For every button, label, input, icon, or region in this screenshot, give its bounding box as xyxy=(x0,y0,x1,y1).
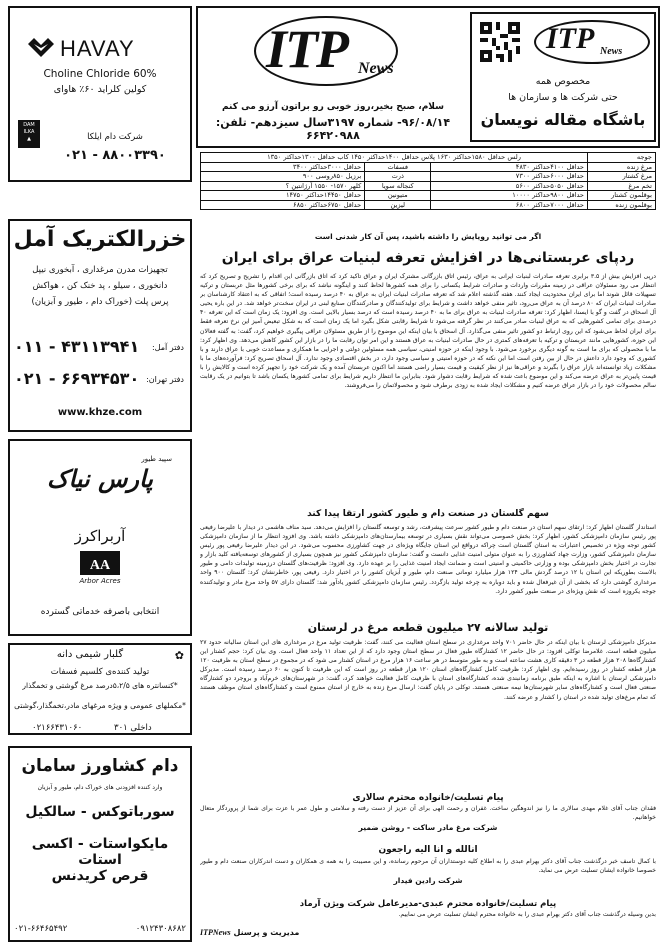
price-row xyxy=(201,172,656,182)
amol-office1-label: دفتر آمل: xyxy=(151,343,184,352)
slogan: سلام، صبح بخیر،روز خوبی رو براتون آرزو می کنم xyxy=(222,102,444,112)
price-value: حداقل ۷۰۰۰حداکثر ۶۸۰۰ xyxy=(431,200,588,210)
price-label: تخم مرغ xyxy=(588,181,656,191)
golbar-line3: *مکملهای عمومی و ویژه مرغهای مادر،تخمگذار،گوشتی xyxy=(14,701,186,710)
club-subtitle: حتی شرکت ها و سازمان ها xyxy=(508,92,618,103)
article-golestan xyxy=(200,508,656,618)
quote-note: اگر می توانید رویایش را داشته باشید، پس آن کار شدنی است xyxy=(314,232,542,241)
amol-office2-phone: ۰۲۱ - ۶۶۹۳۴۵۳۰ xyxy=(14,369,140,388)
masthead xyxy=(196,6,660,148)
golbar-phone: ۰۲۱۶۶۴۳۱۰۶۰ xyxy=(32,723,83,733)
article-lorestan xyxy=(200,620,656,788)
havay-logo-icon xyxy=(28,36,54,58)
condolence-body: فقدان جناب آقای غلام مهدی سالاری ما را نیز اندوهگین ساخت. غفران و رحمت الهی برای آن عزیز از دست رفته و سلامتی و طول عمر با عزت برای شما از پروردگار متعال خواهانیم. xyxy=(200,805,656,822)
ad-golbar-shimi[interactable] xyxy=(8,643,192,735)
price-row xyxy=(201,200,656,210)
itp-logo-news: News xyxy=(358,60,394,77)
price-row-chick xyxy=(201,153,656,163)
svg-text:AA: AA xyxy=(89,558,111,573)
parsniak-line1: آربراکرز xyxy=(74,527,126,545)
price-row xyxy=(201,191,656,201)
article-body: درپی افزایش بیش از ۳.۵ برابری تعرفه صادرات لبنیات ایرانی به عراق، رئیس اتاق بازرگانی مشترک ایران و عراق تاکید کرد که اتاق بازرگانی این اقدام را تشریح و تصریح کرد که انتظار می رود مسئولان عراقی در زمینه مقررات واردات و صادرات شرایط یکسانی را برای همه کشورها لحاظ کنند و اینگونه نباشد که برای برخی کشورها مثل عربستان و ترکیه تسهیلات قائل شوند اما برای ایران محدودیت ایجاد کنند. هفته گذشته اعلام شد که تعرفه صادرات لبنیات ایران به عراق به ۴۰ درصد رسیده است؛ اتفاقی که به اعتقاد کارشناسان بر صادرات لبنیات ایران که ۸۰ درصد آن به عراق می‌رود، تاثیر منفی خواهد داشت و شرایط برای تولیدکنندگان و صادرکنندگان صنایع لبنی در ایران سخت‌تر خواهد شد. در این باره یحیی آل اسحاق در گفت و گو با ایسنا، اظهار کرد: تعرفه صادرات لبنیات به عراق برای ما به ۴۰ درصد رسیده است که درصد بسیار بالایی است. وی افزود: یک زمان است که این تعرفه ۴۰ درصدی برای تمامی کشورهایی که به عراق لبنیات صادر می‌کنند در نظر گرفته می‌شود تا شرایط رقابتی شکل بگیرد اما یک زمان است که به شکل تبعیض آمیز این نرخ تعرفه فقط برای ایران لحاظ می‌شود که این روی ارتباط دو کشور تاثیر منفی می‌گذارد. آل اسحاق با بیان اینکه این موضوع را از طریق مسئولان عراقی پیگیری خواهیم کرد، گفت: به گفته فعالان این حوزه، کشورهایی مانند عربستان و ترکیه با تعرفه‌های کمتری در حال صادرات لبنیات به عراق هستند و این امر توان رقابت ما را در بازار این کشور کاهش می‌دهد. وی اظهار کرد: ما با محصولی که برای ما است به گونه دیگری برخورد می‌شود. با وجود اینکه در حوزه امنیتی، سیاسی همه مسئولین دولتی و اجرایی ما همکاری و مساعدت خوبی با عراق دارند و با کشوری که وجود دارد داعش در حال از بین رفتن است اما این نکته که در حوزه امنیتی و سیاسی وجود دارد، در بخش اقتصادی وجود ندارد. آل اسحاق تصریح کرد: فرآورده‌های ما با مشکلات زیاد توانسته‌اند بازار عراق را بگیرند و عراقی‌ها نیز از نظر کیفیت و قیمت بسیار راضی هستند اما اکنون عربستان آمده و یک شرکت خود را تجهیز کرده است و کالایش را با قیمت پایین‌تر به عراق عرضه می‌کند و این موضوع باعث شده که شرایط رقابت دشوار شود. بنابراین ما انتظار داریم شرایط برای تمامی کشورها یکسان باشد تا بتوانیم در یک رقابت سالم محصولات خود را در بازار عراق عرضه کنیم و مشکلات ایجاد شده به زودی برطرف شود و محصولاتمان را می‌فروشند. xyxy=(200,273,656,390)
price-value: حداقل ۳۰۰۰حداکثر ۳۴۰۰ xyxy=(201,162,365,172)
ad-pars-niak[interactable] xyxy=(8,439,192,636)
condolence-title: پیام تسلیت/خانواده محترم سالاری xyxy=(352,793,504,803)
price-label: فسفات xyxy=(365,162,431,172)
saman-phone2: ۰۹۱۲۴۳۰۸۶۸۲ xyxy=(135,924,186,934)
ad-havay[interactable] xyxy=(8,6,192,182)
golbar-ext: داخلی ۳۰۱ xyxy=(114,723,152,733)
ad-saman[interactable] xyxy=(8,746,192,942)
saman-product3: قرص کریدنس xyxy=(51,868,149,884)
qr-code-icon xyxy=(480,22,520,62)
footer-text: مدیریت و پرسنل xyxy=(233,928,300,937)
article-body: مدیرکل دامپزشکی لرستان با بیان اینکه در حال حاضر ۷۰۱ واحد مرغداری در سطح استان فعالیت می کنند، گفت: ظرفیت تولید مرغ در مرغداری های این استان سالیانه حدود ۲۷ میلیون قطعه است. غلامرضا توکلی افزود: در حال حاضر ۱۲ کشتارگاه طیور فعال در سطح استان وجود دارد که از این تعداد ۱۱ واحد فعال است. وی بیان کرد: حجم کشتار این کشتارگاه‌ها ۲۰۸ هزار قطعه در ۳ دقیقه کاری هشت ساعته است و به طور متوسط در هر ساعت ۱۶ هزار مرغ در استان کشتار می شود که در مجموع در سطح استان به ظرفیت ۱۲۰ هزار قطعه کشتار در روز رسیده‌ایم. وی اظهار کرد: ظرفیت کامل کشتارگاه‌های استان ۱۲۰ هزار قطعه در روز است که این ظرفیت تا کنون به ۶۰ درصد رسیده است. مدیرکل دامپزشکی لرستان با اشاره به اینکه طبق برنامه زمانبندی شده، کشتارگاه‌های استان با ظرفیت کامل فعالیت خواهند کرد، گفت: در شهرستان‌های خرم‌آباد و بروجرد دو کشتارگاه صنعتی فعال است و کشتارگاه‌های سایر شهرستان‌ها نیمه صنعتی هستند. توکلی در پایان گفت: ارسال مرغ زنده به خارج از استان ممنوع است و کشتارگاه‌های استان موظف هستند که تمام مرغ‌های تولید شده در استان را کشتار و عرضه کنند. xyxy=(200,639,656,701)
price-value: حداقل ۹۸۰۰حداکثر ۱۰۰۰۰ xyxy=(431,191,588,201)
main-content xyxy=(196,6,660,942)
price-table xyxy=(200,152,656,210)
price-label: ذرت xyxy=(365,172,431,182)
condolence-sign: شرکت رادین فیدار xyxy=(393,876,463,886)
price-row xyxy=(201,162,656,172)
article-title[interactable]: سهم گلستان در صنعت دام و طیور کشور ارتقا پیدا کند xyxy=(307,509,549,519)
price-value: برزیل ۸۵۰روسی ۹۰۰ xyxy=(201,172,365,182)
article-club-box[interactable] xyxy=(470,12,656,142)
article-body: استاندار گلستان اظهار کرد: ارتقای سهم استان در صنعت دام و طیور کشور سرعت پیشرفت، رشد و توسعه گلستان را افزایش می‌دهد. سید مناف هاشمی در دیدار با علیرضا رفیعی پور رئیس سازمان دامپزشکی کشور، اظهار کرد: بخش خصوصی می‌تواند نقش بسیاری در توسعه بیمارستان‌های دامپزشکی داشته باشد. وی افزود انتظار ما از سازمان دامپزشکی کشور توجه ویژه در تخصیص اعتبارات به استان گلستان است چراکه درواقع این استان جایگاه ویژه‌ای در جهت کشاورزی محسوب می‌شود. در این دیدار علیرضا رفیعی پور رئیس سازمان دامپزشکی کشور، وزارت جهاد کشاورزی را به عنوان متولی امنیت غذایی دانست و گفت: سازمان دامپزشکی کشور نیز همچون بسیاری از کشورهای توسعه‌یافته کلید بازار و تجارت در اختیار بخش دامپزشکی بوده و وزارتی حاکمیتی و امنیتی است و ضمانت ایجاد امنیت غذایی را بر عهده دارد. وی افزود: ظرفیت‌های گلستان درزمینه تولیدات دامی و طیور بالاست بطوریکه این استان با ۱۲ درصد گردش مالی ۱۲۴ هزار میلیارد تومانی صنعت دام، طیور و آبزیان کشور را در اختیار دارد. رفیعی پور، خاطرنشان کرد: گلستان ۹۰۰ واحد مرغداری گوشتی دارد که بخشی از آن غیرفعال شده و باید دوباره به چرخه تولید بازگردد. رئیس سازمان دامپزشکی کشور یادآور شد: گلستان دارای ۵۷ واحد مرغ مادر و تولیدکننده جوجه یکروزه است که نقش ویژه‌ای در صنعت طیور کشور دارد. xyxy=(200,524,656,595)
havay-brand: HAVAY xyxy=(60,36,135,61)
damilka-logo-icon: DAM ILKA ▲ xyxy=(18,120,40,148)
article-title[interactable]: تولید سالانه ۲۷ میلیون قطعه مرغ در لرستان xyxy=(307,621,549,634)
saman-title: دام کشاورز سامان xyxy=(21,756,179,776)
condolence-abdi xyxy=(200,844,656,896)
amol-website[interactable]: www.khze.com xyxy=(57,407,143,418)
ad-khazar-electric[interactable] xyxy=(8,219,192,432)
price-value: حداقل ۶۰۰۰حداکثر ۷۳۰۰ xyxy=(431,172,588,182)
price-label: متیونین xyxy=(365,191,431,201)
parsniak-line2: انتخابی باصرفه خدماتی گسترده xyxy=(40,607,160,617)
havay-product-fa: کولین کلراید ۶۰٪ هاوای xyxy=(53,84,147,95)
condolence-sign: شرکت مرغ مادر ساکت - روشن ضمیر xyxy=(358,823,498,833)
golbar-title: گلبار شیمی دانه xyxy=(56,649,124,660)
price-label: بوقلمون زنده xyxy=(588,200,656,210)
price-value: کلهر ۱۵۷۰- ۱۵۵۰ آرژانتین ؟ xyxy=(201,181,365,191)
itp-small-logo: ITP xyxy=(546,22,595,55)
itp-logo: ITP xyxy=(266,19,347,79)
havay-product: Choline Chloride 60% xyxy=(43,68,157,80)
price-label: مرغ زنده xyxy=(588,162,656,172)
footer-sign xyxy=(200,928,656,940)
saman-phone1: ۰۲۱-۶۶۴۶۵۴۹۲ xyxy=(14,924,68,934)
club-title: باشگاه مقاله نویسان xyxy=(480,110,646,129)
issue-info: ۹۶/۰۸/۱۴- شماره ۳۱۹۷سال سیزدهم- تلفن: ۶۶۴۲۰۹۸۸ xyxy=(215,116,451,142)
sidebar-ads xyxy=(8,6,192,942)
condolence-salari xyxy=(200,792,656,840)
condolence-body: بدین وسیله درگذشت جناب آقای دکتر بهرام عبدی را به خانواده محترم ایشان تسلیت عرض می نماییم. xyxy=(398,911,656,918)
amol-office1-phone: ۰۱۱ - ۴۳۱۱۳۹۴۱ xyxy=(14,337,140,356)
havay-phone: ۰۲۱ - ۸۸۰۰۳۳۹۰ xyxy=(64,148,166,163)
price-value: حداقل ۶۷۵۰حداکثر ۶۸۵۰ xyxy=(201,200,365,210)
club-pretitle: مخصوص همه xyxy=(535,76,591,87)
amol-line3: پرس پلت (خوراک دام ، طیور و آبزیان) xyxy=(31,297,169,307)
price-label: بوقلمون کشتار xyxy=(588,191,656,201)
amol-title: خزرالکتریک آمل xyxy=(13,227,187,252)
price-label: مرغ کشتار xyxy=(588,172,656,182)
itp-small-logo-news: News xyxy=(600,46,623,57)
price-row xyxy=(201,181,656,191)
price-value: حداقل ۱۴۴۵۰حداکثر ۱۴۷۵۰ xyxy=(201,191,365,201)
article-iraq-tariff xyxy=(200,248,656,504)
saman-subtitle: وارد کننده افزودنی های خوراک دام، طیور و آبزیان xyxy=(37,784,163,791)
amol-office2-label: دفتر تهران: xyxy=(146,375,184,384)
saman-product2: مایکواستات - اکسی استات xyxy=(31,836,169,868)
condolence-title: پیام تسلیت/خانواده محترم عبدی-مدیرعامل شرکت ویژن آرماد xyxy=(299,899,557,909)
price-value: رلس حداقل ۱۵۸۰حداکثر ۱۶۳۰ پلاس حداقل ۱۴۰۰حداکثر ۱۴۵۰ کاب حداقل ۱۳۰۰حداکثر ۱۳۵۰ xyxy=(201,153,588,163)
price-label: جوجه xyxy=(588,153,656,163)
footer-brand: ITPNews xyxy=(200,928,231,937)
golbar-line2: *کنسانتره های ۵،۲/۵درصد مرغ گوشتی و تخمگذار xyxy=(22,681,178,690)
condolence-vision-armad xyxy=(200,898,656,928)
saman-product1: سورباتوکس - سالکیل xyxy=(25,804,175,820)
parsniak-brand-en: Arbor Acres xyxy=(79,577,121,585)
golbar-logo-icon: ✿ xyxy=(174,649,184,662)
parsniak-logo-small: سپید طیور xyxy=(141,455,172,463)
condolence-title: انالله و انا الیه راجعون xyxy=(378,845,478,855)
price-label: لیزین xyxy=(365,200,431,210)
price-label: کنجاله سویا xyxy=(365,181,431,191)
havay-company: شرکت دام ایلکا xyxy=(87,132,143,142)
parsniak-logo: پارس نیاک xyxy=(47,465,153,493)
price-value: حداقل ۵۰۵۰حداکثر ۵۶۰۰ xyxy=(431,181,588,191)
golbar-line1: تولید کننده‌ی کلسیم فسفات xyxy=(50,667,150,677)
amol-line1: تجهیزات مدرن مرغداری ، آبخوری نیپل xyxy=(32,265,168,275)
article-title[interactable]: ردپای عربستانی‌ها در افزایش تعرفه لبنیات عراق برای ایران xyxy=(221,250,635,266)
price-value: حداقل ۴۱۰۰حداکثر ۴۸۳۰ xyxy=(431,162,588,172)
condolence-body: با کمال تاسف خبر درگذشت جناب آقای دکتر بهرام عبدی را به اطلاع کلیه دوستداران آن مرحوم رسانده، و این مصیبت را به همه ی همکاران و دست اندرکاران صنعت دام و طیور خصوصا خانواده ایشان تسلیت عرض می نماید. xyxy=(200,858,656,875)
amol-line2: دانخوری ، سیلو ، پد خنک کن ، هواکش xyxy=(32,281,168,291)
